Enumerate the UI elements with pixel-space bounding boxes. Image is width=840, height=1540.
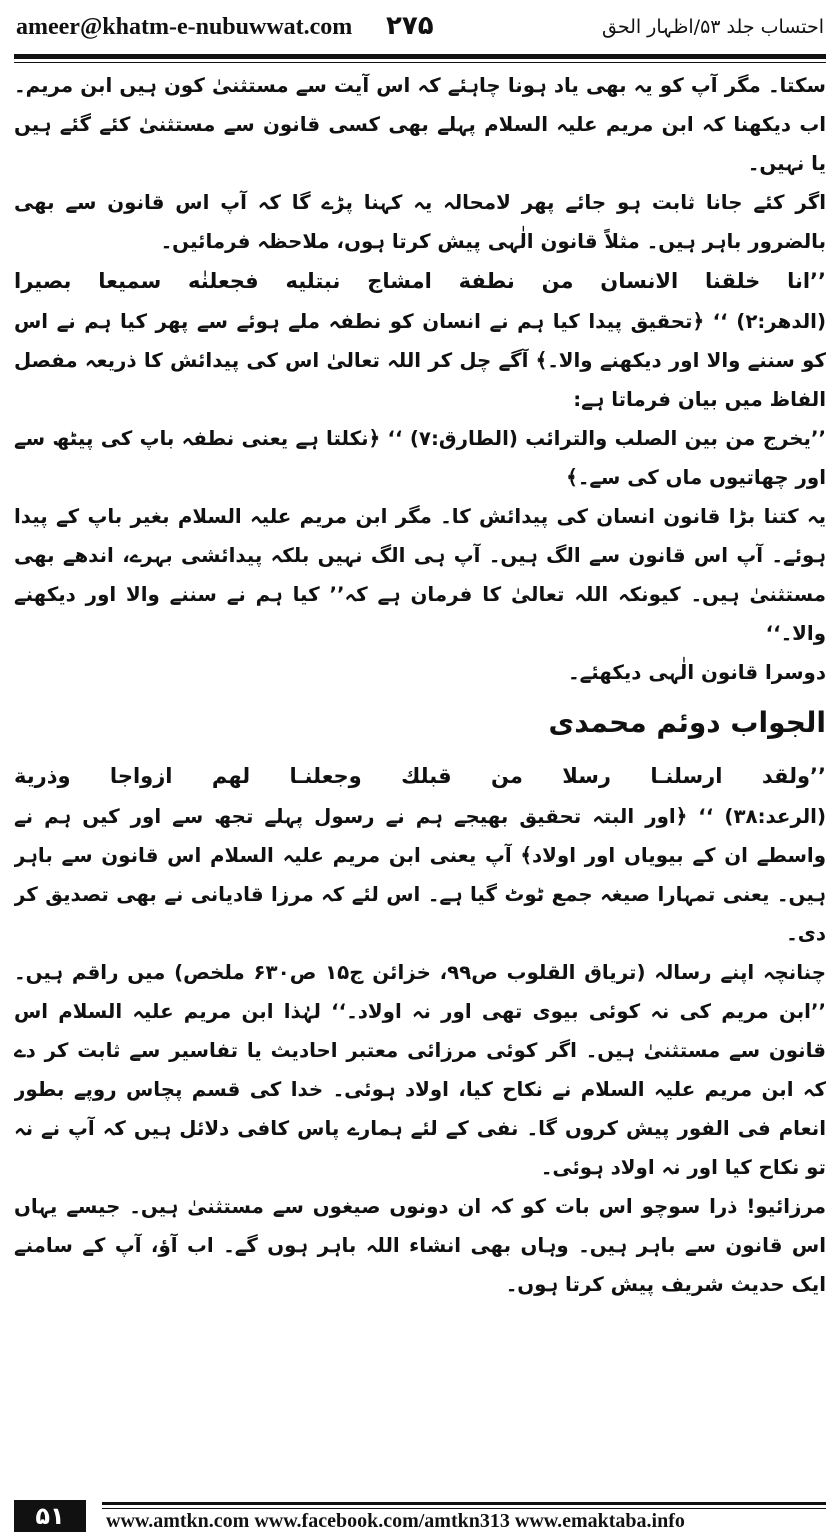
quran-verse-3: ’’ولقد ارسلنـا رسلا من قبلك وجعلنـا لهم ازواجا وذرية bbox=[14, 764, 826, 788]
page-body bbox=[14, 66, 826, 1464]
section-heading: الجواب دوئم محمدی bbox=[548, 706, 826, 739]
quran-verse: ’’انا خلقنا الانسان من نطفة امشاج نبتليه فجعلنٰه سميعا بصيرا bbox=[14, 269, 826, 293]
verse-translation: (الدھر:۲) ‘‘ ﴿تحقیق پیدا کیا ہم نے انسان کو نطفہ ملے ہوئے سے پھر کیا ہم نے اس کو سننے والا اور دیکھنے والا۔﴾ آگے چل کر اللہ تعالیٰ اس کی پیدائش کا ذریعہ مفصل الفاظ میں بیان فرماتا ہے: bbox=[14, 310, 826, 411]
paragraph: یہ کتنا بڑا قانون انسان کی پیدائش کا۔ مگر ابن مریم علیہ السلام بغیر باپ کے پیدا ہوئے۔ آپ اس قانون سے الگ ہیں۔ آپ ہی الگ نہیں بلکہ پیدائشی بہرے، اندھے بھی مستثنیٰ ہیں۔ کیونکہ اللہ تعالیٰ کا فرمان ہے کہ’’ کیا ہم نے سننے والا اور دیکھنے والا۔‘‘ bbox=[14, 505, 826, 645]
header-book-title: احتساب جلد ۵۳/اظہار الحق bbox=[601, 16, 824, 38]
page-header bbox=[14, 10, 826, 50]
header-page-number: ۲۷۵ bbox=[386, 11, 434, 41]
footer-rule-thin bbox=[102, 1508, 826, 1509]
footer-page-number: ۵۱ bbox=[14, 1500, 86, 1532]
header-rule-thick bbox=[14, 54, 826, 59]
header-email: ameer@khatm-e-nubuwwat.com bbox=[16, 14, 353, 40]
quran-verse-2: ’’یخرج من بین الصلب والترائب (الطارق:۷) ‘‘ ﴿نکلتا ہے یعنی نطفہ باپ کی پیٹھ سے اور چھاتیوں ماں کی سے۔﴾ bbox=[14, 427, 826, 489]
paragraph: چنانچہ اپنے رسالہ (تریاق القلوب ص۹۹، خزائن ج۱۵ ص۶۳۰ ملخص) میں راقم ہیں۔ ’’ابن مریم کی نہ کوئی بیوی تھی اور نہ اولاد۔‘‘ لہٰذا ابن مریم علیہ السلام اس قانون سے مستثنیٰ ہیں۔ اگر کوئی مرزائی معتبر احادیث یا تفاسیر سے ثابت کر دے کہ ابن مریم علیہ السلام نے نکاح کیا، اولاد ہوئی۔ خدا کی قسم پچاس روپے بطور انعام فی الفور پیش کروں گا۔ نفی کے لئے ہمارے پاس کافی دلائل ہیں کہ آپ نے نہ تو نکاح کیا اور نہ اولاد ہوئی۔ bbox=[14, 961, 826, 1179]
second-law-line: دوسرا قانون الٰہی دیکھئے۔ bbox=[568, 661, 826, 684]
header-rule-thin bbox=[14, 62, 826, 63]
page-footer bbox=[14, 1500, 826, 1532]
footer-rule-thick bbox=[102, 1502, 826, 1505]
footer-links: www.amtkn.com www.facebook.com/amtkn313 www.emaktaba.info bbox=[106, 1510, 685, 1532]
paragraph: سکتا۔ مگر آپ کو یہ بھی یاد ہونا چاہئے کہ اس آیت سے مستثنیٰ کون ہیں ابن مریم۔ اب دیکھنا کہ ابن مریم علیہ السلام پہلے بھی کسی قانون سے مستثنیٰ کئے گئے ہیں یا نہیں۔ bbox=[14, 74, 826, 175]
paragraph: مرزائیو! ذرا سوچو اس بات کو کہ ان دونوں صیغوں سے مستثنیٰ ہیں۔ جیسے یہاں اس قانون سے باہر ہیں۔ وہاں بھی انشاء اللہ باہر ہوں گے۔ اب آؤ، آپ کے سامنے ایک حدیث شریف پیش کرتا ہوں۔ bbox=[14, 1195, 826, 1296]
paragraph: اگر کئے جانا ثابت ہو جائے پھر لامحالہ یہ کہنا پڑے گا کہ آپ اس قانون سے بھی بالضرور باہر ہیں۔ مثلاً قانون الٰہی پیش کرتا ہوں، ملاحظہ فرمائیں۔ bbox=[14, 191, 826, 253]
verse-translation-3: (الرعد:۳۸) ‘‘ ﴿اور البتہ تحقیق بھیجے ہم نے رسول پہلے تجھ سے اور کیں ہم نے واسطے ان کے بیویاں اور اولاد﴾ آپ یعنی ابن مریم علیہ السلام اس قانون سے باہر ہیں۔ یعنی تمہارا صیغہ جمع ٹوٹ گیا ہے۔ اس لئے کہ مرزا قادیانی نے بھی تصدیق کر دی۔ bbox=[14, 805, 826, 945]
